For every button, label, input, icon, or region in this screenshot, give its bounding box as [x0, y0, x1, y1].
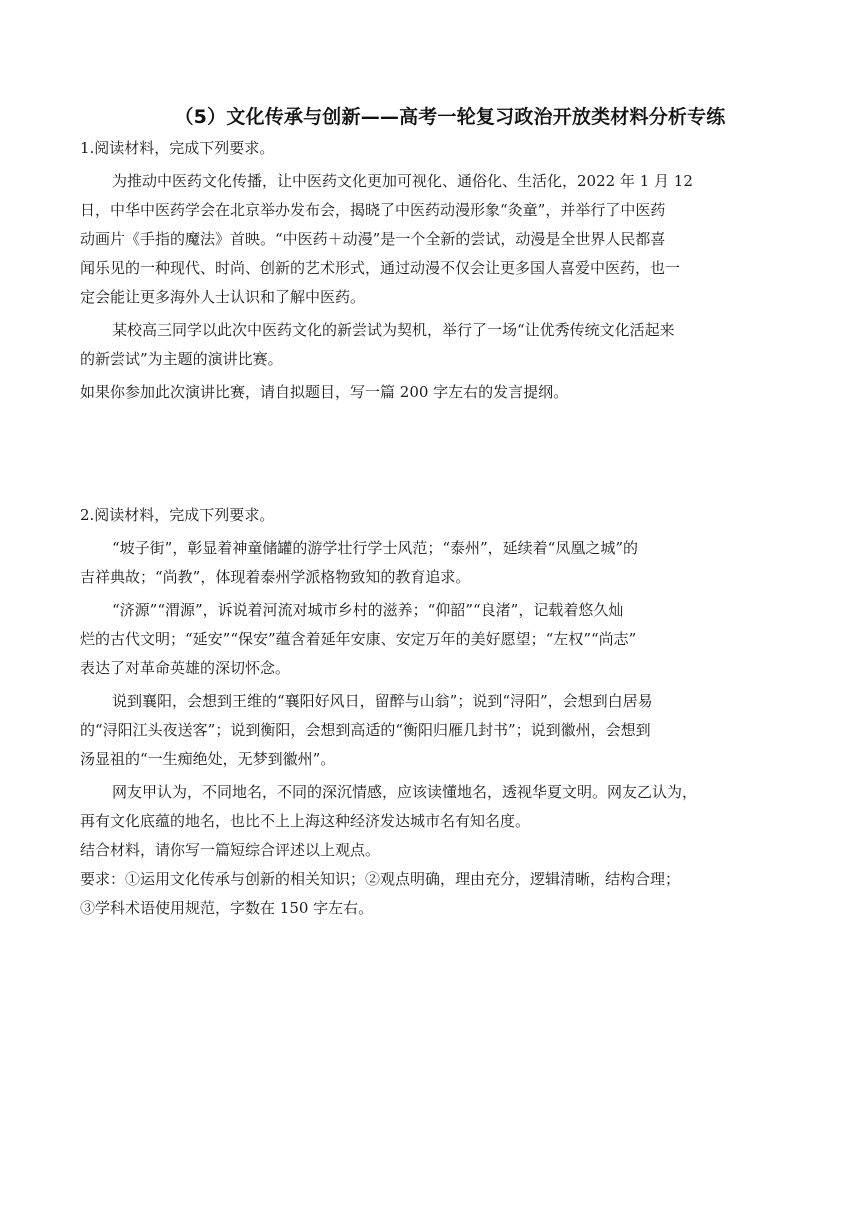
q1-task: 如果你参加此次演讲比赛，请自拟题目，写一篇 200 字左右的发言提纲。: [80, 383, 569, 401]
q2-paragraph-3-line: 说到襄阳，会想到王维的“襄阳好风日，留醉与山翁”；说到“浔阳”，会想到白居易: [112, 692, 653, 710]
page-title: （5）文化传承与创新——高考一轮复习政治开放类材料分析专练: [174, 106, 726, 128]
q1-paragraph-1-line: 为推动中医药文化传播，让中医药文化更加可视化、通俗化、生活化，2022 年 1 月 12: [112, 172, 693, 190]
q1-paragraph-1-line: 动画片《手指的魔法》首映。“中医药＋动漫”是一个全新的尝试，动漫是全世界人民都喜: [80, 230, 666, 248]
q2-paragraph-4-line: 再有文化底蕴的地名，也比不上上海这种经济发达城市名有知名度。: [80, 812, 531, 830]
q2-paragraph-3-line: 的“浔阳江头夜送客”；说到衡阳，会想到高适的“衡阳归雁几封书”；说到徽州，会想到: [80, 721, 651, 739]
q1-paragraph-1-line: 日，中华中医药学会在北京举办发布会，揭晓了中医药动漫形象“灸童”，并举行了中医药: [80, 201, 666, 219]
question-2: [80, 501, 780, 923]
q1-paragraph-1-line: 定会能让更多海外人士认识和了解中医药。: [80, 288, 366, 306]
q2-task: 结合材料，请你写一篇短综合评述以上观点。: [80, 841, 381, 859]
q2-paragraph-2-line: 表达了对革命英雄的深切怀念。: [80, 659, 291, 677]
question-2-heading: 2.阅读材料，完成下列要求。: [80, 506, 275, 524]
q2-paragraph-2-line: “济源”“渭源”，诉说着河流对城市乡村的滋养；“仰韶”“良渚”，记载着悠久灿: [112, 601, 624, 619]
q2-requirements-line: ③学科术语使用规范，字数在 150 字左右。: [80, 899, 374, 917]
q1-paragraph-2-line: 的新尝试”为主题的演讲比赛。: [80, 350, 283, 368]
q2-paragraph-4-line: 网友甲认为，不同地名，不同的深沉情感，应该读懂地名，透视华夏文明。网友乙认为，: [112, 783, 698, 801]
question-1-heading: 1.阅读材料，完成下列要求。: [80, 139, 275, 157]
q1-paragraph-2-line: 某校高三同学以此次中医药文化的新尝试为契机，举行了一场“让优秀传统文化活起来: [112, 321, 675, 339]
q2-paragraph-2-line: 烂的古代文明；“延安”“保安”蕴含着延年安康、安定万年的美好愿望；“左权”“尚志”: [80, 630, 637, 648]
q1-paragraph-1-line: 闻乐见的一种现代、时尚、创新的艺术形式，通过动漫不仅会让更多国人喜爱中医药，也一: [80, 259, 681, 277]
q2-paragraph-3-line: 汤显祖的“一生痴绝处，无梦到徽州”。: [80, 750, 336, 768]
q2-paragraph-1-line: “坡子街”，彰显着神童储罐的游学壮行学士风范；“泰州”，延续着“凤凰之城”的: [112, 539, 639, 557]
q2-paragraph-1-line: 吉祥典故；“尚教”，体现着泰州学派格物致知的教育追求。: [80, 568, 471, 586]
question-1: [80, 134, 780, 407]
q2-requirements-line: 要求：①运用文化传承与创新的相关知识；②观点明确，理由充分，逻辑清晰，结构合理；: [80, 870, 681, 888]
